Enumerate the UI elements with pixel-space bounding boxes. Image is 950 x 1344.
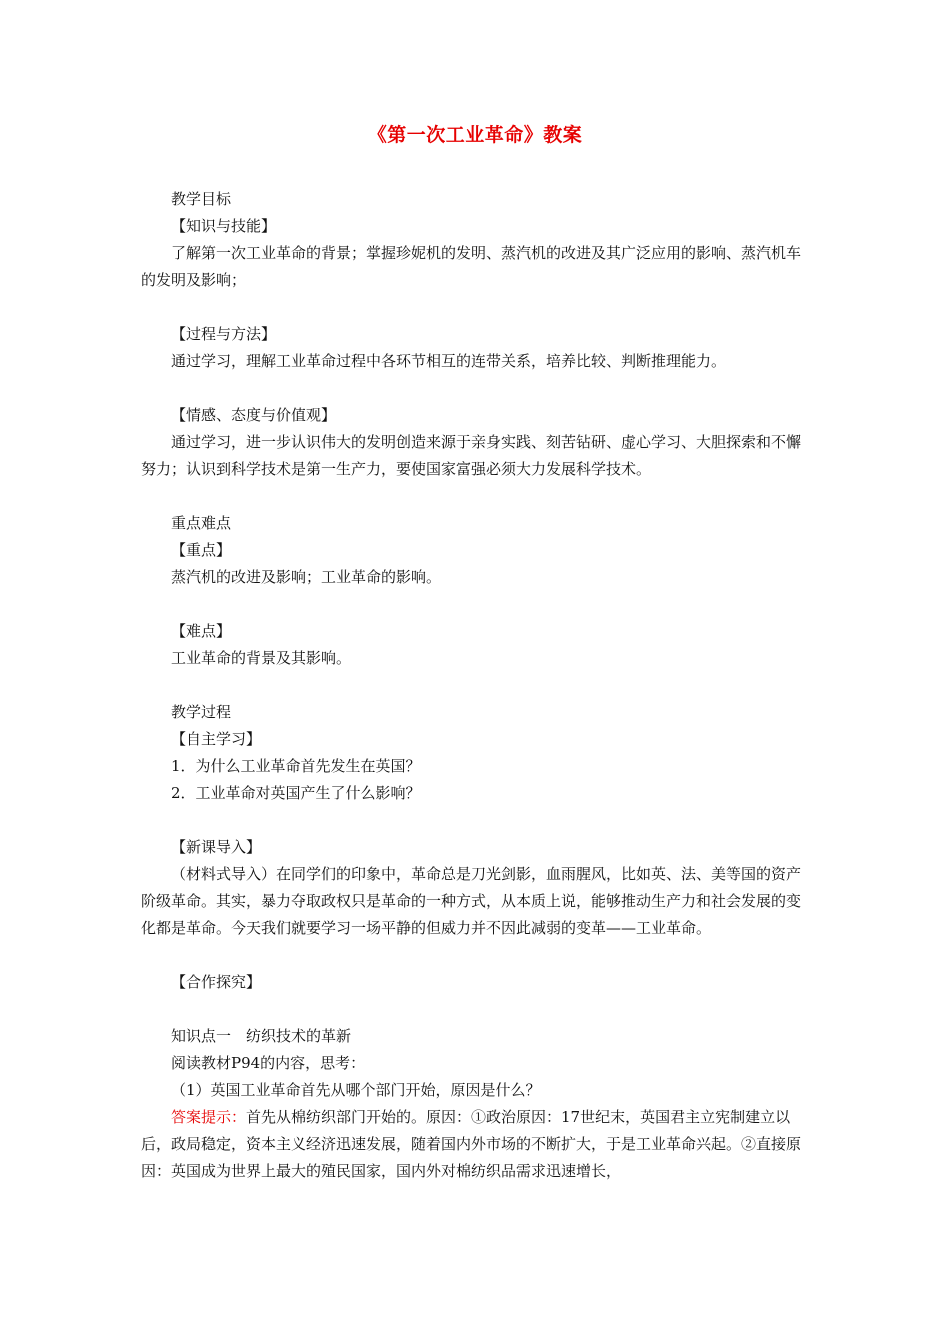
process-text: 通过学习，理解工业革命过程中各环节相互的连带关系，培养比较、判断推理能力。 bbox=[171, 352, 727, 370]
emotion-heading: 【情感、态度与价值观】 bbox=[171, 406, 337, 424]
key-point-text: 蒸汽机的改进及影响；工业革命的影响。 bbox=[171, 568, 442, 586]
document-title: 《第一次工业革命》教案 bbox=[367, 124, 583, 146]
answer-hint-label: 答案提示： bbox=[171, 1108, 247, 1126]
knowledge-text: 了解第一次工业革命的背景；掌握珍妮机的发明、蒸汽机的改进及其广泛应用的影响、蒸汽机车的发明及影响； bbox=[141, 244, 802, 289]
intro-label: 【新课导入】 bbox=[171, 838, 262, 856]
coop-label: 【合作探究】 bbox=[171, 973, 262, 991]
intro-text: （材料式导入）在同学们的印象中，革命总是刀光剑影，血雨腥风，比如英、法、美等国的资产阶级革命。其实，暴力夺取政权只是革命的一种方式，从本质上说，能够推动生产力和社会发展的变化都是革命。今天我们就要学习一场平静的但威力并不因此减弱的变革——工业革命。 bbox=[141, 865, 802, 937]
knowledge-point-1-read: 阅读教材P94的内容，思考： bbox=[171, 1054, 366, 1072]
objectives-heading: 教学目标 bbox=[171, 190, 232, 208]
key-point-label: 【重点】 bbox=[171, 541, 232, 559]
emotion-text: 通过学习，进一步认识伟大的发明创造来源于亲身实践、刻苦钻研、虚心学习、大胆探索和不懈努力；认识到科学技术是第一生产力，要使国家富强必须大力发展科学技术。 bbox=[141, 433, 802, 478]
process-title: 教学过程 bbox=[171, 703, 232, 721]
answer-paragraph bbox=[141, 1104, 811, 1185]
process-heading: 【过程与方法】 bbox=[171, 325, 277, 343]
self-study-label: 【自主学习】 bbox=[171, 730, 262, 748]
knowledge-heading: 【知识与技能】 bbox=[171, 217, 277, 235]
document-body bbox=[141, 186, 811, 1185]
knowledge-point-1-question: （1）英国工业革命首先从哪个部门开始，原因是什么？ bbox=[171, 1081, 541, 1099]
answer-text: 首先从棉纺织部门开始的。原因：①政治原因：17世纪末，英国君主立宪制建立以后，政局稳定，资本主义经济迅速发展，随着国内外市场的不断扩大，于是工业革命兴起。②直接原因：英国成为世界上最大的殖民国家，国内外对棉纺织品需求迅速增长， bbox=[141, 1108, 802, 1180]
question-1: 1．为什么工业革命首先发生在英国？ bbox=[171, 757, 421, 775]
key-heading: 重点难点 bbox=[171, 514, 232, 532]
difficulty-text: 工业革命的背景及其影响。 bbox=[171, 649, 352, 667]
question-2: 2．工业革命对英国产生了什么影响？ bbox=[171, 784, 421, 802]
difficulty-label: 【难点】 bbox=[171, 622, 232, 640]
knowledge-point-1-title: 知识点一 纺织技术的革新 bbox=[171, 1027, 352, 1045]
